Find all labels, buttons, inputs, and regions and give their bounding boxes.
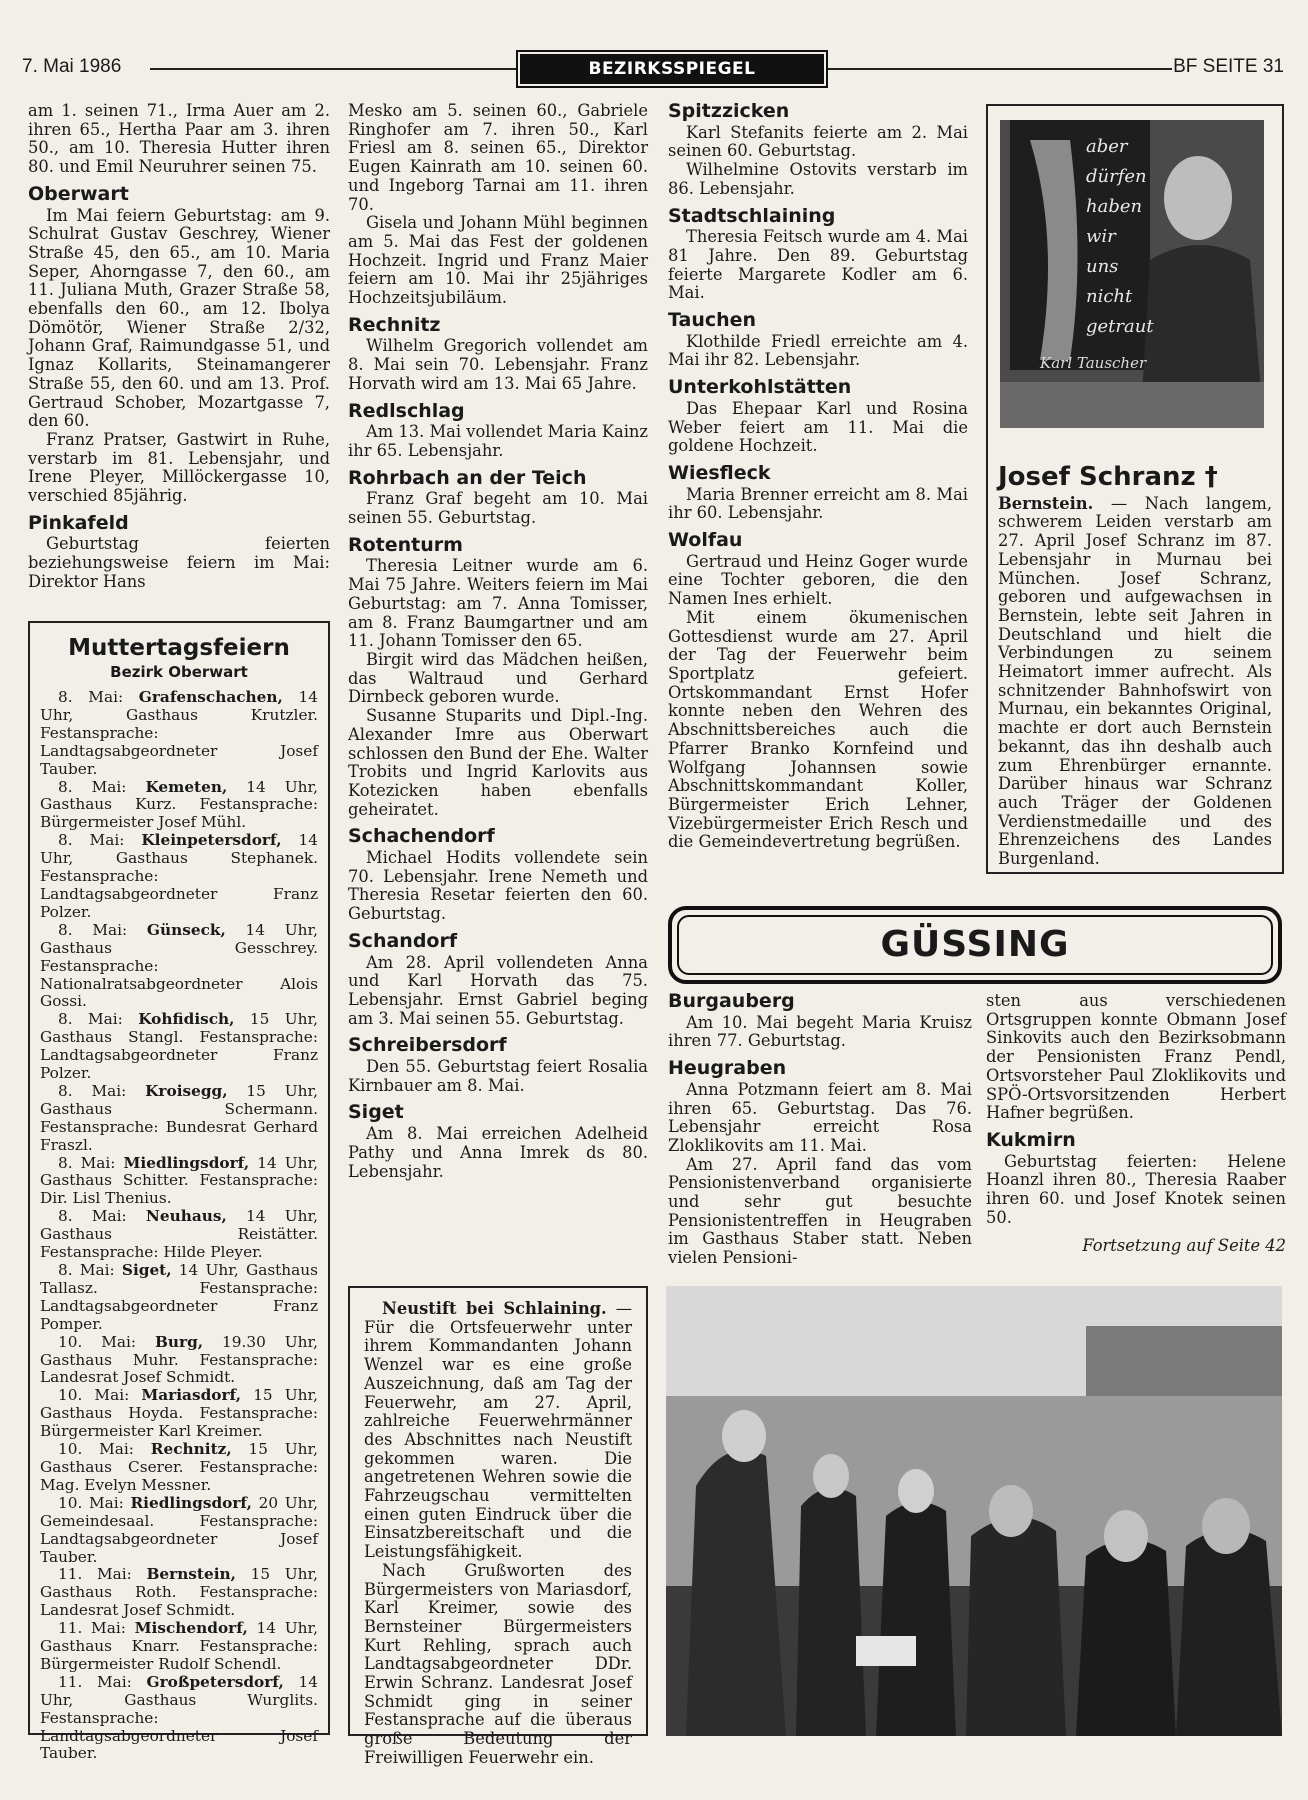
section-heading: Kukmirn: [986, 1128, 1076, 1151]
event-place: Miedlingsdorf,: [123, 1153, 250, 1172]
obituary-lead: Bernstein.: [998, 493, 1094, 513]
event-date: 11. Mai:: [58, 1672, 147, 1691]
article-text: Gisela und Johann Mühl beginnen am 5. Mai das Fest der goldenen Hochzeit. Ingrid und Franz Maier feiern am 10. Mai ihr 25jähriges Hochzeitsjubiläum.: [348, 213, 648, 308]
event-item: [40, 1441, 318, 1495]
article-text: Geburtstag feierten beziehungsweise feiern im Mai: Direktor Hans: [28, 534, 330, 591]
article-text: Franz Graf begeht am 10. Mai seinen 55. Geburtstag.: [348, 489, 648, 528]
neustift-text: [364, 1300, 632, 1768]
event-item: [40, 1155, 318, 1209]
event-date: 8. Mai:: [58, 688, 139, 706]
article-text: — Für die Ortsfeuerwehr unter ihrem Kommandanten Johann Wenzel war es eine große Auszeichnung, daß am Tag der Feuerwehr, am 27. April, zahlreiche Feuerwehrmänner des Abschnittes nach Neustift gekommen waren. Die angetretenen Wehren sowie die Fahrzeugschau vermittelten einen guten Eindruck über die Einsatzbereitschaft und die Leistungsfähigkeit.: [364, 1299, 632, 1562]
firefighters-photo: [666, 1286, 1282, 1736]
event-date: 10. Mai:: [58, 1386, 142, 1405]
event-details: 15 Uhr, Gasthaus Cserer. Festansprache: Mag. Evelyn Messner.: [40, 1440, 318, 1494]
event-date: 10. Mai:: [58, 1332, 155, 1351]
event-item: [40, 689, 318, 779]
column-3: [668, 102, 968, 852]
article-text: Am 27. April fand das vom Pensionistenverband organisierte und sehr gut besuchte Pensionistentreffen in Heugraben im Gasthaus Staber statt. Neben vielen Pensioni-: [668, 1154, 972, 1268]
guessing-column-1: [668, 992, 972, 1268]
event-details: 14 Uhr, Gasthaus Wurglits. Festansprache: Landtagsabgeordneter Josef Tauber.: [40, 1672, 319, 1763]
event-list: [40, 689, 318, 1763]
article-text: Susanne Stuparits und Dipl.-Ing. Alexander Imre aus Oberwart schlossen den Bund der Ehe. Walter Trobits und Ingrid Karlovits aus Kotezicken haben ebenfalls geheiratet.: [348, 706, 648, 819]
section-heading: Spitzzicken: [668, 100, 790, 122]
section-heading: Schachendorf: [348, 825, 495, 848]
event-details: 14 Uhr, Gasthaus Schitter. Festansprache: Dir. Lisl Thenius.: [40, 1153, 318, 1208]
event-date: 8. Mai:: [58, 831, 142, 850]
section-heading: Unterkohlstätten: [668, 376, 852, 399]
article-text: Birgit wird das Mädchen heißen, das Waltraud und Gerhard Dirnbeck geboren wurde.: [348, 649, 648, 707]
issue-date: 7. Mai 1986: [22, 56, 122, 77]
article-text: Maria Brenner erreicht am 8. Mai ihr 60. Lebensjahr.: [668, 484, 968, 523]
box-title: Muttertagsfeiern: [68, 635, 290, 661]
event-details: 19.30 Uhr, Gasthaus Muhr. Festansprache: Landesrat Josef Schmidt.: [40, 1332, 318, 1387]
event-place: Günseck,: [146, 920, 226, 939]
event-details: 14 Uhr, Gasthaus Gesschrey. Festansprache: Nationalratsabgeordneter Alois Gossi.: [40, 920, 318, 1011]
section-heading: Heugraben: [668, 1057, 787, 1080]
event-place: Grafenschachen,: [138, 688, 283, 706]
event-place: Kohfidisch,: [138, 1010, 235, 1029]
event-date: 8. Mai:: [58, 1081, 146, 1100]
event-details: 15 Uhr, Gasthaus Stangl. Festansprache: Landtagsabgeordneter Franz Polzer.: [40, 1010, 318, 1083]
event-details: 14 Uhr, Gasthaus Reistätter. Festansprache: Hilde Pleyer.: [40, 1207, 318, 1262]
event-date: 11. Mai:: [58, 1565, 147, 1584]
header-rule-left: [150, 68, 516, 70]
event-item: [40, 922, 318, 1012]
event-date: 8. Mai:: [58, 1010, 139, 1029]
event-details: 15 Uhr, Gasthaus Hoyda. Festansprache: Bürgermeister Karl Kreimer.: [40, 1386, 318, 1441]
article-text: Am 10. Mai begeht Maria Kruisz ihren 77. Geburtstag.: [668, 1012, 972, 1051]
article-text: Geburtstag feierten: Helene Hoanzl ihren 80., Theresia Raaber ihren 60. und Josef Knotek seinen 50.: [986, 1151, 1286, 1227]
section-heading: Rechnitz: [348, 313, 441, 336]
event-item: [40, 832, 318, 922]
event-date: 8. Mai:: [58, 777, 146, 796]
article-text: Theresia Leitner wurde am 6. Mai 75 Jahre. Weiters feiern im Mai Geburtstag: am 7. Anna Tomisser, am 8. Franz Baumgartner und am 11. Johann Tomisser den 65.: [348, 556, 648, 651]
column-1: [28, 102, 330, 592]
event-date: 11. Mai:: [58, 1619, 135, 1638]
event-place: Siget,: [121, 1261, 172, 1279]
article-text: Wilhelm Gregorich vollendet am 8. Mai sein 70. Lebensjahr. Franz Horvath wird am 13. Mai 65 Jahre.: [348, 336, 648, 393]
event-details: 14 Uhr, Gasthaus Tallasz. Festansprache: Landtagsabgeordneter Franz Pomper.: [40, 1261, 318, 1333]
article-text: Gertraud und Heinz Goger wurde eine Tochter geboren, die den Namen Ines erhielt.: [668, 551, 968, 609]
continuation-note: Fortsetzung auf Seite 42: [1082, 1236, 1286, 1256]
section-heading: Wiesfleck: [668, 461, 771, 484]
book-title: aber dürfen haben wir uns nicht getraut: [1086, 136, 1154, 337]
obituary-text: — Nach langem, schwerem Leiden verstarb am 27. April Josef Schranz im 87. Lebensjahr in Murnau bei München. Josef Schranz, geboren und aufgewachsen in Bernstein, lebte seit Jahren in Deutschland und hielt die Verbindungen zu seinem Heimatort immer aufrecht. Als schnitzender Bahnhofswirt von Murnau, ein bekanntes Original, machte er dort auch Bernstein bekannt, das ihn deshalb auch zum Ehrenbürger ernannte. Darüber hinaus war Schranz auch Träger der Goldenen Verdienstmedaille und des Ehrenzeichens des Landes Burgenland.: [998, 493, 1272, 869]
event-details: 15 Uhr, Gasthaus Schermann. Festansprache: Bundesrat Gerhard Fraszl.: [40, 1081, 318, 1154]
event-item: [40, 1334, 318, 1388]
article-text: Nach Grußworten des Bürgermeisters von Mariasdorf, Karl Kreimer, sowie des Bernsteiner Bürgermeisters Kurt Rehling, sprach auch Landtagsabgeordneter DDr. Erwin Schranz. Landesrat Josef Schmidt ging in seiner Festansprache auf die überaus große Bedeutung der Freiwilligen Feuerwehr ein.: [364, 1560, 632, 1767]
event-details: 14 Uhr, Gasthaus Kurz. Festansprache: Bürgermeister Josef Mühl.: [40, 777, 318, 832]
box-subtitle: Bezirk Oberwart: [110, 663, 248, 681]
section-title: BEZIRKSSPIEGEL: [520, 54, 824, 84]
article-text: Theresia Feitsch wurde am 4. Mai 81 Jahre. Den 89. Geburtstag feierte Margarete Kodler am 6. Mai.: [668, 227, 968, 303]
article-text: Wilhelmine Ostovits verstarb im 86. Lebensjahr.: [668, 160, 968, 198]
event-details: 20 Uhr, Gemeindesaal. Festansprache: Landtagsabgeordneter Josef Tauber.: [40, 1493, 318, 1566]
section-heading: Schreibersdorf: [348, 1034, 507, 1057]
article-text: am 1. seinen 71., Irma Auer am 2. ihren 65., Hertha Paar am 3. ihren 50., am 10. Theresia Hutter ihren 80. und Emil Neuruhrer seinen 75.: [28, 101, 330, 177]
article-text: Das Ehepaar Karl und Rosina Weber feiert am 11. Mai die goldene Hochzeit.: [668, 398, 968, 456]
section-heading: Stadtschlaining: [668, 204, 836, 227]
event-details: 14 Uhr, Gasthaus Krutzler. Festansprache: Landtagsabgeordneter Josef Tauber.: [40, 688, 318, 778]
event-date: 8. Mai:: [58, 920, 147, 939]
article-text: Anna Potzmann feiert am 8. Mai ihren 65. Geburtstag. Das 76. Lebensjahr erreicht Rosa Zloklikovits am 11. Mai.: [668, 1079, 972, 1155]
article-text: Klothilde Friedl erreichte am 4. Mai ihr 82. Lebensjahr.: [668, 331, 968, 370]
article-text: Mit einem ökumenischen Gottesdienst wurde am 27. April der Tag der Feuerwehr beim Sportplatz gefeiert. Ortskommandant Ernst Hofer konnte neben den Wehren des Abschnittsbereiches auch die Pfarrer Branko Kornfeind und Wolfgang Johannsen sowie Abschnittskommandant Koller, Bürgermeister Erich Lehner, Vizebürgermeister Erich Resch und die Gemeindevertretung begrüßen.: [668, 607, 968, 852]
event-place: Burg,: [154, 1332, 204, 1351]
section-heading: Burgauberg: [668, 990, 795, 1012]
section-heading: Rotenturm: [348, 533, 463, 556]
article-text: Mesko am 5. seinen 60., Gabriele Ringhofer am 7. ihren 50., Karl Friesl am 8. seinen 65., Direktor Eugen Kainrath am 10. seinen 60. und Ingeborg Tarnai am 11. ihren 70.: [348, 101, 648, 214]
event-details: 15 Uhr, Gasthaus Roth. Festansprache: Landesrat Josef Schmidt.: [40, 1565, 318, 1620]
event-item: [40, 1566, 318, 1620]
neustift-box: [348, 1286, 648, 1767]
event-details: 14 Uhr, Gasthaus Knarr. Festansprache: Bürgermeister Rudolf Schendl.: [40, 1619, 318, 1673]
article-text: Den 55. Geburtstag feiert Rosalia Kirnbauer am 8. Mai.: [348, 1057, 648, 1095]
guessing-banner: [668, 906, 1282, 984]
event-date: 8. Mai:: [58, 1261, 122, 1279]
obituary-title: Josef Schranz †: [998, 462, 1218, 492]
event-item: [40, 1011, 318, 1083]
article-text: Michael Hodits vollendete sein 70. Lebensjahr. Irene Nemeth und Theresia Resetar feierten den 60. Geburtstag.: [348, 848, 648, 924]
event-item: [40, 1620, 318, 1674]
event-item: [40, 1083, 318, 1155]
section-heading: Redlschlag: [348, 399, 465, 422]
event-place: Neuhaus,: [145, 1207, 227, 1226]
event-place: Bernstein,: [146, 1565, 236, 1584]
article-text: Franz Pratser, Gastwirt in Ruhe, verstarb im 81. Lebensjahr, und Irene Pleyer, Millöckergasse 10, verschied 85jährig.: [28, 429, 330, 506]
page-number: BF SEITE 31: [1173, 56, 1284, 77]
portrait-photo: [1000, 120, 1264, 428]
article-text: Im Mai feiern Geburtstag: am 9. Schulrat Gustav Geschrey, Wiener Straße 45, den 65., am 10. Maria Seper, Ahorngasse 7, den 60., am 11. Juliana Muth, Grazer Straße 58, ebenfalls den 60., am 12. Ibolya Dömötör, Wiener Straße 2/32, Johann Graf, Raimundgasse 51, und Ignaz Kollarits, Steinamangerer Straße 55, den 60. und am 13. Prof. Gertraud Schober, Mozartgasse 7, den 60.: [28, 205, 330, 431]
event-date: 8. Mai:: [58, 1153, 124, 1172]
event-place: Mischendorf,: [134, 1619, 248, 1638]
section-heading: Pinkafeld: [28, 511, 129, 534]
section-heading: Tauchen: [668, 309, 757, 332]
event-place: Großpetersdorf,: [146, 1672, 284, 1691]
event-place: Mariasdorf,: [141, 1386, 242, 1405]
event-item: [40, 1208, 318, 1262]
banner-title: GÜSSING: [677, 915, 1273, 975]
section-heading: Schandorf: [348, 929, 458, 952]
firefighters-illustration: [666, 1286, 1282, 1736]
event-item: [40, 779, 318, 833]
header-rule-right: [828, 68, 1172, 70]
event-place: Rechnitz,: [150, 1440, 232, 1459]
page-header: [22, 54, 1284, 84]
event-place: Kleinpetersdorf,: [141, 831, 282, 850]
article-text: sten aus verschiedenen Ortsgruppen konnte Obmann Josef Sinkovits auch den Bezirksobmann der Pensionisten Franz Pendl, Ortsvorsteher Paul Zloklikovits und SPÖ-Ortsvorsitzenden Herbert Hafner begrüßen.: [986, 991, 1286, 1123]
event-date: 10. Mai:: [58, 1440, 151, 1459]
article-text: Am 8. Mai erreichen Adelheid Pathy und Anna Imrek ds 80. Lebensjahr.: [348, 1124, 648, 1181]
article-text: Karl Stefanits feierte am 2. Mai seinen 60. Geburtstag.: [668, 122, 968, 161]
event-item: [40, 1387, 318, 1441]
book-author: Karl Tauscher: [1040, 354, 1147, 372]
event-item: [40, 1674, 318, 1764]
event-place: Kemeten,: [145, 777, 228, 796]
event-date: 10. Mai:: [58, 1493, 131, 1512]
section-heading: Rohrbach an der Teich: [348, 466, 587, 489]
event-details: 14 Uhr, Gasthaus Stephanek. Festansprache: Landtagsabgeordneter Franz Polzer.: [40, 831, 318, 921]
event-date: 8. Mai:: [58, 1207, 146, 1226]
section-heading: Siget: [348, 1101, 404, 1124]
section-heading: Wolfau: [668, 529, 743, 552]
section-heading: Oberwart: [28, 182, 129, 205]
event-place: Kroisegg,: [145, 1081, 228, 1100]
muttertag-box: [28, 621, 330, 1763]
event-item: [40, 1495, 318, 1567]
column-2: [348, 102, 648, 1181]
article-text: Am 13. Mai vollendet Maria Kainz ihr 65. Lebensjahr.: [348, 422, 648, 460]
obituary-text-block: [998, 462, 1272, 869]
event-place: Riedlingsdorf,: [130, 1493, 252, 1512]
event-item: [40, 1262, 318, 1334]
guessing-column-2: [986, 992, 1286, 1256]
portrait-illustration: [1000, 120, 1264, 428]
article-text: Am 28. April vollendeten Anna und Karl Horvath das 75. Lebensjahr. Ernst Gabriel beging am 3. Mai seinen 55. Geburtstag.: [348, 952, 648, 1028]
neustift-lead: Neustift bei Schlaining.: [382, 1299, 607, 1318]
